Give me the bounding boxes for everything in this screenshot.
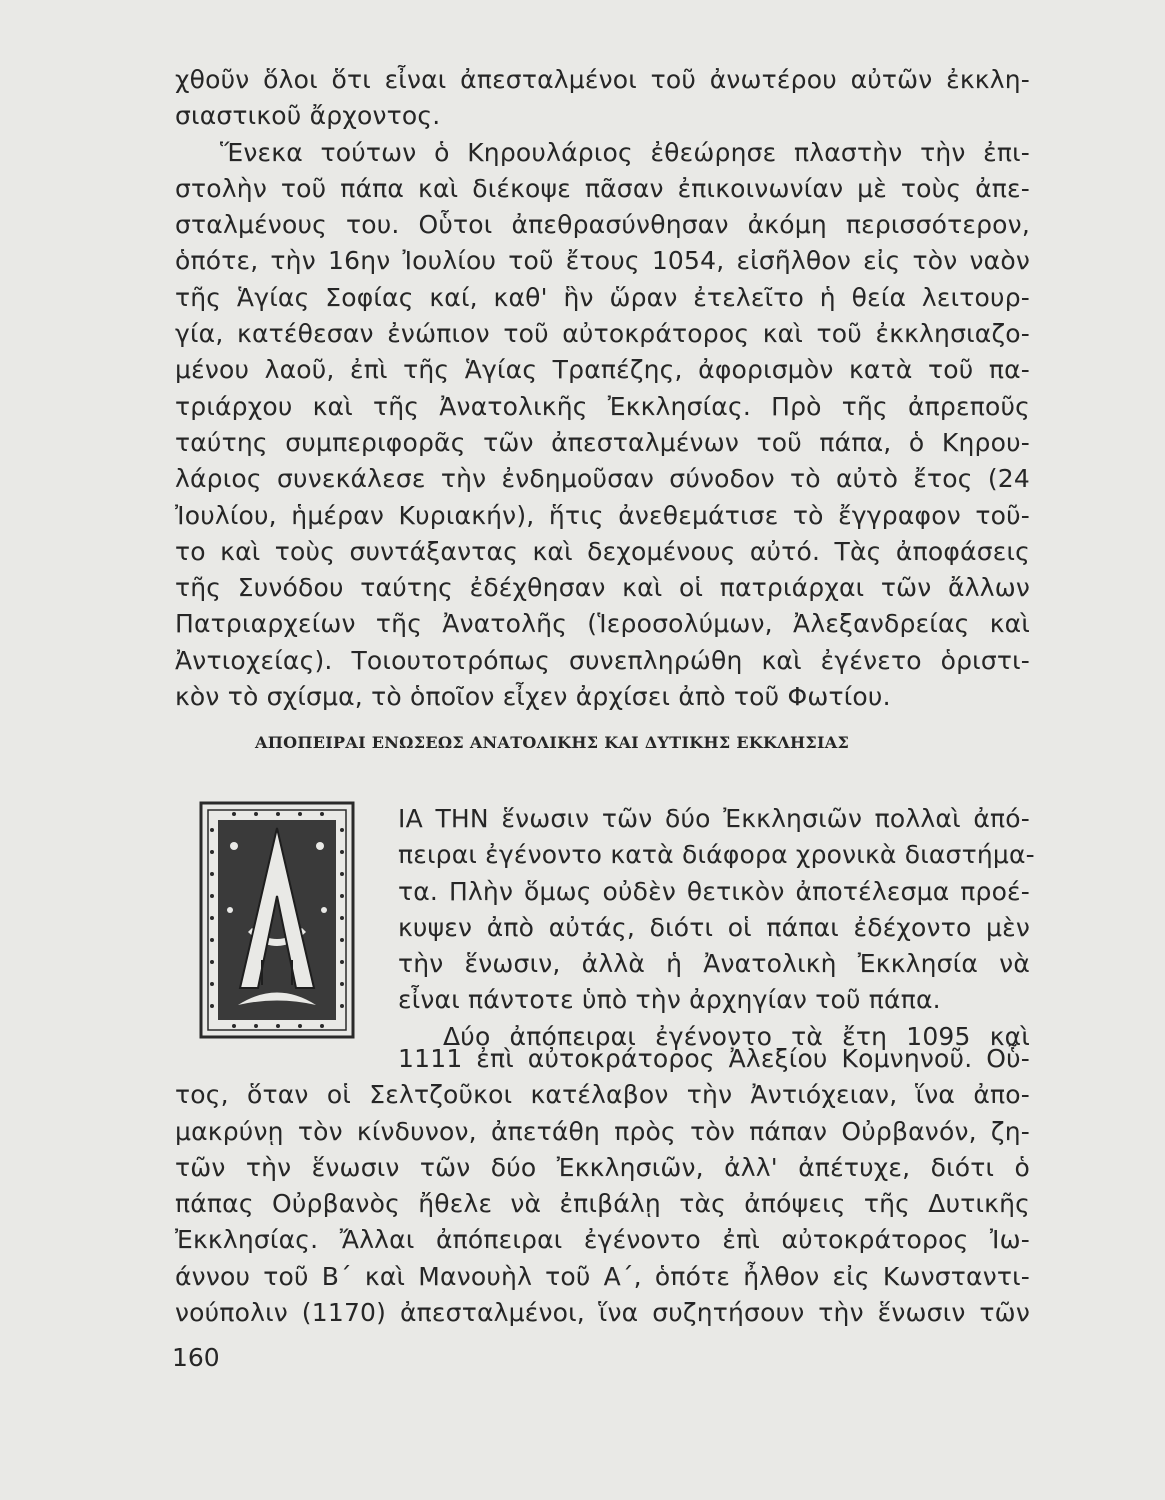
paragraph-4 [175,1041,1030,1331]
text-line: ΙΑ ΤΗΝ ἕνωσιν τῶν δύο Ἐκκλησιῶν πολλαὶ ἀπό- [398,804,1030,833]
text-line: μένου λαοῦ, ἐπὶ τῆς Ἁγίας Τραπέζης, ἀφορισμὸν κατὰ τοῦ πα- [175,355,1030,385]
decorated-initial-icon [198,800,356,1040]
text-line: σταλμένους του. Οὗτοι ἀπεθρασύνθησαν ἀκόμη περισσότερον, [175,210,1030,240]
text-line: μακρύνῃ τὸν κίνδυνον, ἀπετάθη πρὸς τὸν πάπαν Οὐρβανόν, ζη- [175,1116,1030,1146]
text-line: άννου τοῦ Β΄ καὶ Μανουὴλ τοῦ Α΄, ὁπότε ἦλθον εἰς Κωνσταντι- [175,1261,1030,1291]
text-line: τῆς Ἁγίας Σοφίας καί, καθ' ἣν ὥραν ἐτελεῖτο ἡ θεία λειτουρ- [175,282,1030,312]
text-line: το καὶ τοὺς συντάξαντας καὶ δεχομένους αὐτό. Τὰς ἀποφάσεις [175,536,1030,566]
text-line: ὁπότε, τὴν 16ην Ἰουλίου τοῦ ἔτους 1054, εἰσῆλθον εἰς τὸν ναὸν [175,246,1030,276]
text-line: πάπας Οὐρβανὸς ἤθελε νὰ ἐπιβάλῃ τὰς ἀπόψεις τῆς Δυτικῆς [175,1189,1030,1219]
text-line: ταύτης συμπεριφορᾶς τῶν ἀπεσταλμένων τοῦ πάπα, ὁ Κηρου- [175,427,1030,457]
drop-cap-ornament [198,800,356,1040]
text-line: πειραι ἐγένοντο κατὰ διάφορα χρονικὰ διαστήμα- [398,840,1035,870]
text-line: Ἐκκλησίας. Ἄλλαι ἀπόπειραι ἐγένοντο ἐπὶ αὐτοκράτορος Ἰω- [175,1225,1030,1255]
text-line: τῶν τὴν ἕνωσιν τῶν δύο Ἐκκλησιῶν, ἀλλ' ἀπέτυχε, διότι ὁ [175,1152,1030,1182]
text-line: στολὴν τοῦ πάπα καὶ διέκοψε πᾶσαν ἐπικοινωνίαν μὲ τοὺς ἀπε- [175,173,1030,203]
text-line: εἶναι πάντοτε ὑπὸ τὴν ἀρχηγίαν τοῦ πάπα. [398,985,941,1015]
text-line: σιαστικοῦ ἄρχοντος. [175,101,441,131]
text-line: νούπολιν (1170) ἀπεσταλμένοι, ἵνα συζητήσουν τὴν ἕνωσιν τῶν [175,1298,1030,1328]
text-line: λάριος συνεκάλεσε τὴν ἐνδημοῦσαν σύνοδον τὸ αὐτὸ ἔτος (24 [175,464,1030,494]
paragraph-1-2 [175,62,1030,715]
page-number: 160 [172,1343,220,1372]
text-line: Δύο ἀπόπειραι ἐγένοντο τὰ ἔτη 1095 καὶ [443,1021,1030,1051]
text-line: 1111 ἐπὶ αὐτοκράτορος Ἀλεξίου Κομνηνοῦ. Οὗ- [398,1044,1030,1073]
paragraph-3 [398,801,1035,1055]
text-line: Ἰουλίου, ἡμέραν Κυριακήν), ἥτις ἀνεθεμάτισε τὸ ἔγγραφον τοῦ- [175,500,1030,530]
text-line: τα. Πλὴν ὅμως οὐδὲν θετικὸν ἀποτέλεσμα προέ- [398,876,1030,906]
text-line: τὴν ἕνωσιν, ἀλλὰ ἡ Ἀνατολικὴ Ἐκκλησία νὰ [398,949,1030,979]
text-line: κυψεν ἀπὸ αὐτάς, διότι οἱ πάπαι ἐδέχοντο μὲν [398,912,1030,942]
text-line: Ἀντιοχείας). Τοιουτοτρόπως συνεπληρώθη καὶ ἐγένετο ὁριστι- [175,645,1030,675]
text-line: χθοῦν ὅλοι ὅτι εἶναι ἀπεσταλμένοι τοῦ ἀνωτέρου αὐτῶν ἐκκλη- [175,65,1030,94]
text-line: τος, ὅταν οἱ Σελτζοῦκοι κατέλαβον τὴν Ἀντιόχειαν, ἵνα ἀπο- [175,1080,1030,1110]
text-line: τριάρχου καὶ τῆς Ἀνατολικῆς Ἐκκλησίας. Πρὸ τῆς ἀπρεποῦς [175,391,1030,421]
text-line: γία, κατέθεσαν ἐνώπιον τοῦ αὐτοκράτορος καὶ τοῦ ἐκκλησιαζο- [175,319,1030,349]
section-heading: ΑΠΟΠΕΙΡΑΙ ΕΝΩΣΕΩΣ ΑΝΑΤΟΛΙΚΗΣ ΚΑΙ ΔΥΤΙΚΗΣ ΕΚΚΛΗΣΙΑΣ [255,733,850,752]
text-line: τῆς Συνόδου ταύτης ἐδέχθησαν καὶ οἱ πατριάρχαι τῶν ἄλλων [175,573,1030,603]
text-line: Ἕνεκα τούτων ὁ Κηρουλάριος ἐθεώρησε πλαστὴν τὴν ἐπι- [220,137,1030,167]
text-line: κὸν τὸ σχίσμα, τὸ ὁποῖον εἶχεν ἀρχίσει ἀπὸ τοῦ Φωτίου. [175,682,891,712]
text-line: Πατριαρχείων τῆς Ἀνατολῆς (Ἱεροσολύμων, Ἀλεξανδρείας καὶ [175,609,1030,639]
